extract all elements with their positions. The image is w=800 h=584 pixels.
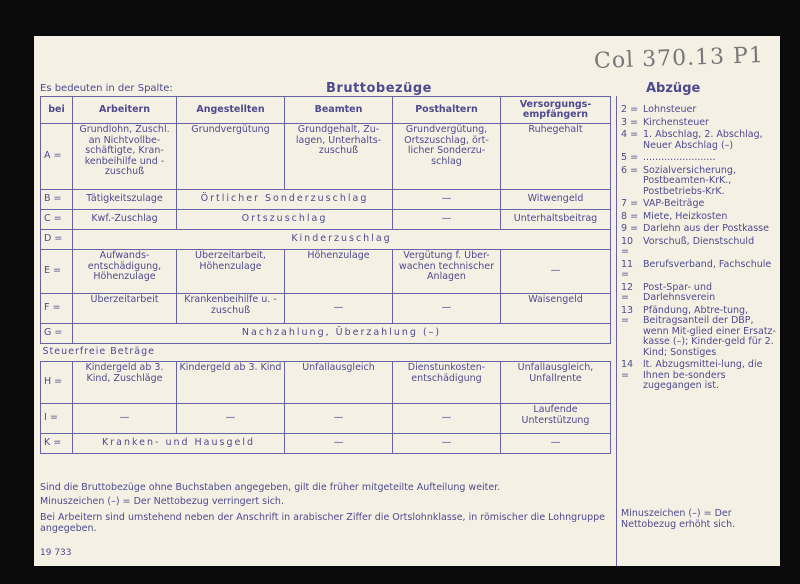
handwritten-note: Col 370.13 P1 <box>593 43 765 74</box>
table-section-row <box>41 344 611 362</box>
header-cell: Arbeitern <box>73 97 177 124</box>
list-item <box>617 360 779 392</box>
item-text: Sozialversicherung, Postbeamten-KrK., Postbetriebs-KrK. <box>643 164 736 197</box>
table-cell: Kwf.-Zuschlag <box>73 210 177 230</box>
item-text: Kirchensteuer <box>643 116 709 128</box>
table-row <box>41 190 611 210</box>
table-row <box>41 210 611 230</box>
item-number: 5 = <box>621 152 639 163</box>
table-cell: — <box>285 404 393 434</box>
item-text: Miete, Heizkosten <box>643 210 728 222</box>
document-card <box>34 36 780 566</box>
table-cell: Grundgehalt, Zu-lagen, Unterhalts-zuschuß <box>285 124 393 190</box>
item-number: 2 = <box>621 104 639 115</box>
item-number: 6 = <box>621 164 639 176</box>
item-text: VAP-Beiträge <box>643 198 705 209</box>
table-row <box>41 250 611 294</box>
table-cell: — <box>501 434 611 454</box>
item-number: 11 = <box>621 258 634 280</box>
table-cell: Überzeitarbeit, Höhenzulage <box>177 250 285 294</box>
intro-text: Es bedeuten in der Spalte: <box>40 83 173 94</box>
table-cell: — <box>285 434 393 454</box>
item-text: 1. Abschlag, 2. Abschlag, Neuer Abschlag (–) <box>643 129 763 151</box>
table-cell: Überzeitarbeit <box>73 294 177 324</box>
table-row <box>41 404 611 434</box>
table-cell: Dienstunkosten-entschädigung <box>393 362 501 404</box>
table-cell: Laufende Unterstützung <box>501 404 611 434</box>
row-code: B = <box>41 190 73 210</box>
table-row <box>41 230 611 250</box>
header-cell: Angestellten <box>177 97 285 124</box>
table-cell: Grundvergütung, Ortszuschlag, ört-licher Sonderzu-schlag <box>393 124 501 190</box>
list-item <box>617 260 779 281</box>
table-cell: Grundlohn, Zuschl. an Nichtvollbe-schäftigte, Kran-kenbeihilfe und -zuschuß <box>73 124 177 190</box>
table-cell: — <box>73 404 177 434</box>
form-number: 19 733 <box>40 548 72 558</box>
list-item <box>617 105 779 116</box>
table-cell: Kranken- und Hausgeld <box>73 434 285 454</box>
table-cell: Grundvergütung <box>177 124 285 190</box>
table-row <box>41 362 611 404</box>
item-text: lt. Abzugsmittei-lung, die Ihnen be-sonders zugegangen ist. <box>643 359 763 391</box>
list-item <box>617 130 779 151</box>
footer-note-3: Bei Arbeitern sind umstehend neben der Anschrift in arabischer Ziffer die Ortslohnklasse, in römischer die Lohngruppe angegeben. <box>40 512 606 534</box>
item-number: 4 = <box>621 129 639 140</box>
item-number: 7 = <box>621 198 639 209</box>
table-cell: Unfallausgleich, Unfallrente <box>501 362 611 404</box>
table-cell: Ruhegehalt <box>501 124 611 190</box>
table-cell: Unterhaltsbeitrag <box>501 210 611 230</box>
table-cell: — <box>393 190 501 210</box>
abzuege-list <box>616 96 779 530</box>
list-item <box>617 118 779 129</box>
item-text: Pfändung, Abtre-tung, Beitragsanteil der DBP, wenn Mit-glied einer Ersatz-kasse (–); Kinder-geld für 2. Kind; Sonstiges <box>643 304 776 358</box>
table-cell: — <box>393 404 501 434</box>
table-cell: Ortszuschlag <box>177 210 393 230</box>
brutto-table <box>40 96 611 454</box>
item-number: 9 = <box>621 223 639 234</box>
table-cell: Nachzahlung, Überzahlung (–) <box>73 324 611 344</box>
header-cell: Versorgungs-empfängern <box>501 97 611 124</box>
table-cell: — <box>393 434 501 454</box>
item-text: Post-Spar- und Darlehnsverein <box>643 281 716 303</box>
list-item <box>617 237 779 258</box>
table-cell: — <box>177 404 285 434</box>
table-cell: — <box>393 210 501 230</box>
table-cell: Aufwands-entschädigung, Höhenzulage <box>73 250 177 294</box>
header-cell: bei <box>41 97 73 124</box>
row-code: A = <box>41 124 73 190</box>
item-text: Vorschuß, Dienstschuld <box>643 235 755 247</box>
table-row <box>41 434 611 454</box>
list-item <box>617 306 779 359</box>
item-text: ........................ <box>643 152 716 163</box>
table-cell: — <box>393 294 501 324</box>
row-code: C = <box>41 210 73 230</box>
abzuege-title: Abzüge <box>646 81 701 96</box>
table-cell: Kinderzuschlag <box>73 230 611 250</box>
list-item <box>617 224 779 235</box>
section-heading: Steuerfreie Beträge <box>41 344 611 362</box>
table-cell: Witwengeld <box>501 190 611 210</box>
list-item <box>617 283 779 304</box>
table-row <box>41 294 611 324</box>
table-header-row <box>41 97 611 124</box>
table-cell: Krankenbeihilfe u. -zuschuß <box>177 294 285 324</box>
divider <box>616 476 617 566</box>
item-number: 8 = <box>621 210 639 222</box>
table-cell: Örtlicher Sonderzuschlag <box>177 190 393 210</box>
table-row <box>41 124 611 190</box>
item-text: Darlehn aus der Postkasse <box>643 223 769 234</box>
item-text: Berufsverband, Fachschule <box>643 258 772 270</box>
item-text: Lohnsteuer <box>643 104 697 115</box>
table-cell: Höhenzulage <box>285 250 393 294</box>
table-cell: Waisengeld <box>501 294 611 324</box>
item-number: 3 = <box>621 116 639 128</box>
item-number: 14 = <box>621 359 634 381</box>
row-code: H = <box>41 362 73 404</box>
item-number: 12 = <box>621 281 634 303</box>
footer-note-1: Sind die Bruttobezüge ohne Buchstaben angegeben, gilt die früher mitgeteilte Aufteilung weiter. <box>40 482 501 493</box>
row-code: G = <box>41 324 73 344</box>
table-cell: — <box>285 294 393 324</box>
row-code: F = <box>41 294 73 324</box>
row-code: K = <box>41 434 73 454</box>
list-item <box>617 153 779 164</box>
row-code: D = <box>41 230 73 250</box>
row-code: E = <box>41 250 73 294</box>
table-cell: Unfallausgleich <box>285 362 393 404</box>
header-cell: Posthaltern <box>393 97 501 124</box>
table-cell: Kindergeld ab 3. Kind <box>177 362 285 404</box>
table-cell: — <box>501 250 611 294</box>
row-code: I = <box>41 404 73 434</box>
list-item <box>617 212 779 223</box>
header-cell: Beamten <box>285 97 393 124</box>
table-row <box>41 324 611 344</box>
footer-note-2: Minuszeichen (–) = Der Nettobezug verringert sich. <box>40 496 284 507</box>
abzuege-minus-note: Minuszeichen (–) = Der Nettobezug erhöht sich. <box>621 508 736 530</box>
table-cell: Vergütung f. Über-wachen technischer Anlagen <box>393 250 501 294</box>
list-item <box>617 166 779 198</box>
brutto-title: Bruttobezüge <box>326 81 433 96</box>
list-item <box>617 199 779 210</box>
item-number: 10 = <box>621 235 634 257</box>
table-cell: Kindergeld ab 3. Kind, Zuschläge <box>73 362 177 404</box>
table-cell: Tätigkeitszulage <box>73 190 177 210</box>
item-number: 13 = <box>621 304 634 326</box>
